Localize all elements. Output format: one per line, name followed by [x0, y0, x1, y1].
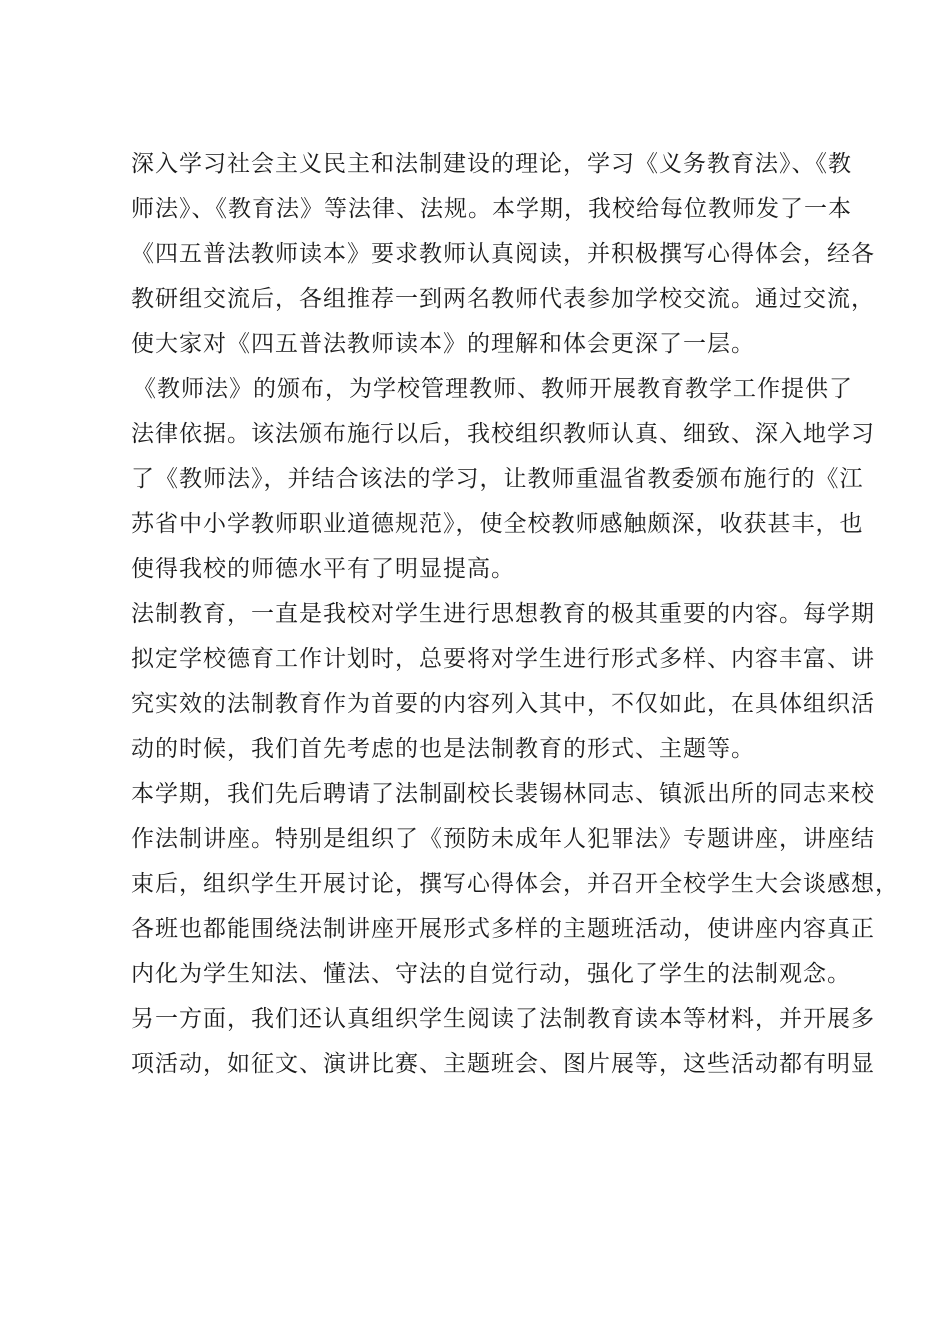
text-line: 苏省中小学教师职业道德规范》，使全校教师感触颇深，收获甚丰，也: [131, 511, 864, 537]
text-line: 法制教育，一直是我校对学生进行思想教育的极其重要的内容。每学期: [131, 601, 875, 627]
text-line: 另一方面，我们还认真组织学生阅读了法制教育读本等材料，并开展多: [131, 1006, 875, 1032]
paragraph-5: [131, 997, 875, 1087]
text-line: 作法制讲座。特别是组织了《预防未成年人犯罪法》专题讲座，讲座结: [131, 826, 875, 852]
paragraph-4: [131, 772, 899, 997]
text-line: 项活动，如征文、演讲比赛、主题班会、图片展等，这些活动都有明显: [131, 1051, 875, 1077]
document-body: [131, 142, 899, 1087]
text-line: 内化为学生知法、懂法、守法的自觉行动，强化了学生的法制观念。: [131, 961, 851, 987]
text-line: 使得我校的师德水平有了明显提高。: [131, 556, 515, 582]
text-line: 使大家对《四五普法教师读本》的理解和体会更深了一层。: [131, 331, 755, 357]
paragraph-1: [131, 142, 875, 367]
text-line: 深入学习社会主义民主和法制建设的理论，学习《义务教育法》、《教: [131, 151, 852, 177]
text-line: 拟定学校德育工作计划时，总要将对学生进行形式多样、内容丰富、讲: [131, 646, 875, 672]
paragraph-2: [131, 367, 875, 592]
text-line: 师法》、《教育法》等法律、法规。本学期，我校给每位教师发了一本: [131, 196, 852, 222]
text-line: 束后，组织学生开展讨论，撰写心得体会，并召开全校学生大会谈感想，: [131, 871, 899, 897]
text-line: 各班也都能围绕法制讲座开展形式多样的主题班活动，使讲座内容真正: [131, 916, 875, 942]
text-line: 《四五普法教师读本》要求教师认真阅读，并积极撰写心得体会，经各: [131, 241, 875, 267]
text-line: 本学期，我们先后聘请了法制副校长裴锡林同志、镇派出所的同志来校: [131, 781, 875, 807]
text-line: 动的时候，我们首先考虑的也是法制教育的形式、主题等。: [131, 736, 755, 762]
text-line: 法律依据。该法颁布施行以后，我校组织教师认真、细致、深入地学习: [131, 421, 875, 447]
paragraph-3: [131, 592, 875, 772]
text-line: 《教师法》的颁布，为学校管理教师、教师开展教育教学工作提供了: [133, 376, 853, 402]
text-line: 了《教师法》，并结合该法的学习，让教师重温省教委颁布施行的《江: [131, 466, 864, 492]
text-line: 究实效的法制教育作为首要的内容列入其中，不仅如此，在具体组织活: [131, 691, 875, 717]
text-line: 教研组交流后，各组推荐一到两名教师代表参加学校交流。通过交流，: [131, 286, 875, 312]
